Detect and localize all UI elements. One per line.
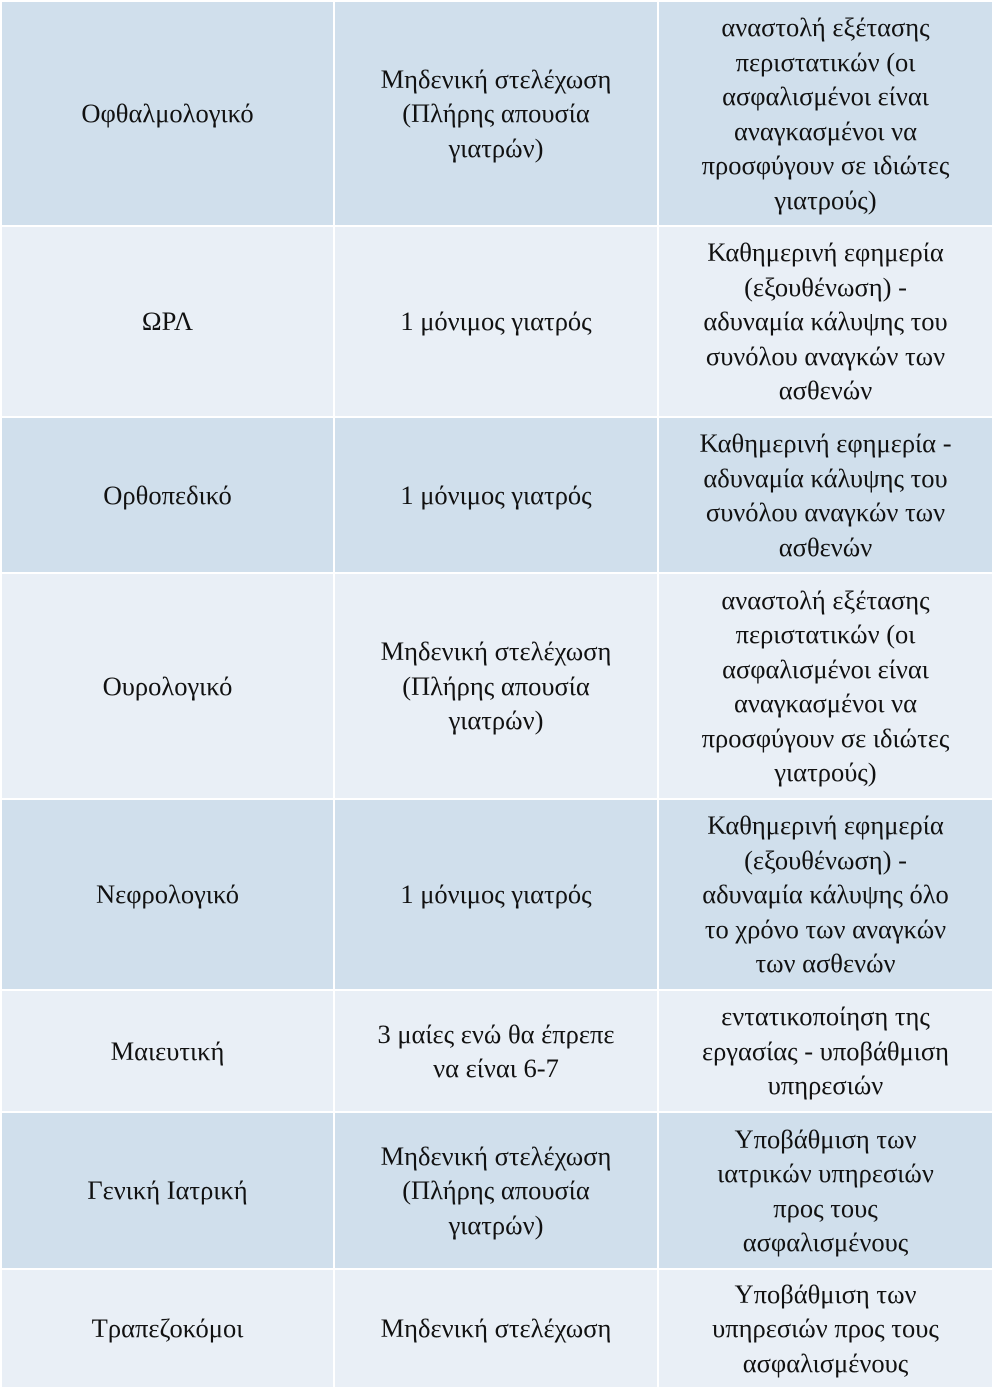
consequence-line: αναγκασμένοι να [734, 115, 917, 146]
consequence-line: ασφαλισμένους [742, 1347, 909, 1378]
table-row [1, 226, 993, 417]
consequence-line: ασθενών [778, 375, 873, 406]
consequence-line: (εξουθένωση) - [744, 271, 907, 302]
consequence-line: περιστατικών (οι [735, 619, 916, 649]
consequence-line: των ασθενών [755, 948, 896, 979]
consequence-line: εργασίας - υποβάθμιση [701, 1035, 950, 1066]
consequence-line: ασθενών [778, 531, 873, 562]
staffing-cell [334, 1, 658, 226]
consequence-cell [658, 1269, 993, 1388]
consequence-cell [658, 1112, 993, 1269]
staffing-line: Μηδενική στελέχωση [380, 63, 612, 94]
department-cell: ΩΡΛ [1, 226, 334, 417]
consequence-line: συνόλου αναγκών των [705, 497, 946, 527]
consequence-line: γιατρούς) [774, 184, 877, 215]
staffing-line: Μηδενική στελέχωση [380, 1313, 612, 1344]
staffing-line: 1 μόνιμος γιατρός [400, 306, 592, 337]
staffing-line: γιατρών) [448, 705, 544, 736]
staffing-cell [334, 1269, 658, 1388]
staffing-cell [334, 226, 658, 417]
staffing-line: Μηδενική στελέχωση [380, 1140, 612, 1171]
table-row [1, 1, 993, 226]
department-cell: Τραπεζοκόμοι [1, 1269, 334, 1388]
table-row [1, 990, 993, 1112]
department-cell: Ουρολογικό [1, 573, 334, 799]
consequence-line: ιατρικών υπηρεσιών [717, 1158, 934, 1188]
consequence-line: το χρόνο των αναγκών [704, 913, 947, 944]
staffing-line: (Πλήρης απουσία [402, 1175, 590, 1206]
consequence-line: συνόλου αναγκών των [705, 340, 946, 371]
table-row [1, 1269, 993, 1388]
consequence-line: Υποβάθμιση των [734, 1278, 917, 1309]
consequence-line: υπηρεσιών [767, 1070, 884, 1101]
consequence-line: Καθημερινή εφημερία - [699, 428, 952, 458]
consequence-cell [658, 226, 993, 417]
staffing-line: 3 μαίες ενώ θα έπρεπε [377, 1018, 615, 1049]
consequence-line: Καθημερινή εφημερία [707, 237, 944, 268]
staffing-cell [334, 799, 658, 990]
department-cell: Νεφρολογικό [1, 799, 334, 990]
consequence-line: γιατρούς) [774, 757, 877, 787]
staffing-cell [334, 990, 658, 1112]
consequence-line: προσφύγουν σε ιδιώτες [701, 722, 950, 753]
consequence-line: ασφαλισμένοι είναι [722, 653, 929, 684]
staffing-line: γιατρών) [448, 1209, 544, 1240]
consequence-cell [658, 573, 993, 799]
staffing-line: (Πλήρης απουσία [402, 670, 590, 701]
staffing-line: γιατρών) [448, 132, 544, 163]
consequence-cell [658, 799, 993, 990]
consequence-cell [658, 1, 993, 226]
consequence-cell [658, 990, 993, 1112]
department-cell: Μαιευτική [1, 990, 334, 1112]
staffing-cell [334, 417, 658, 573]
table-row [1, 573, 993, 799]
consequence-line: ασφαλισμένοι είναι [722, 81, 929, 111]
staffing-line: 1 μόνιμος γιατρός [400, 879, 592, 910]
consequence-line: αδυναμία κάλυψης του [703, 306, 948, 337]
consequence-line: υπηρεσιών προς τους [712, 1313, 939, 1344]
staffing-cell [334, 1112, 658, 1269]
consequence-line: προς τους [773, 1192, 878, 1223]
consequence-line: αναστολή εξέτασης [721, 12, 930, 42]
staffing-line: 1 μόνιμος γιατρός [400, 479, 592, 510]
staffing-line: Μηδενική στελέχωση [380, 636, 612, 667]
table-row [1, 1112, 993, 1269]
staffing-line: να είναι 6-7 [433, 1053, 559, 1083]
consequence-line: Καθημερινή εφημερία [707, 810, 944, 841]
consequence-line: αναστολή εξέτασης [721, 584, 930, 615]
department-cell: Οφθαλμολογικό [1, 1, 334, 226]
consequence-line: ασφαλισμένους [742, 1227, 909, 1257]
department-cell: Ορθοπεδικό [1, 417, 334, 573]
consequence-line: προσφύγουν σε ιδιώτες [701, 150, 950, 180]
consequence-line: Υποβάθμιση των [734, 1123, 917, 1154]
staffing-table-body [1, 1, 993, 1388]
consequence-line: αδυναμία κάλυψης όλο [702, 879, 949, 910]
staffing-cell [334, 573, 658, 799]
consequence-line: (εξουθένωση) - [744, 844, 907, 875]
consequence-line: εντατικοποίηση της [721, 1001, 930, 1032]
consequence-line: περιστατικών (οι [735, 46, 916, 77]
staffing-line: (Πλήρης απουσία [402, 98, 590, 129]
consequence-line: αναγκασμένοι να [734, 688, 917, 718]
table-row [1, 417, 993, 573]
consequence-line: αδυναμία κάλυψης του [703, 462, 948, 493]
consequence-cell [658, 417, 993, 573]
department-cell: Γενική Ιατρική [1, 1112, 334, 1269]
table-row [1, 799, 993, 990]
